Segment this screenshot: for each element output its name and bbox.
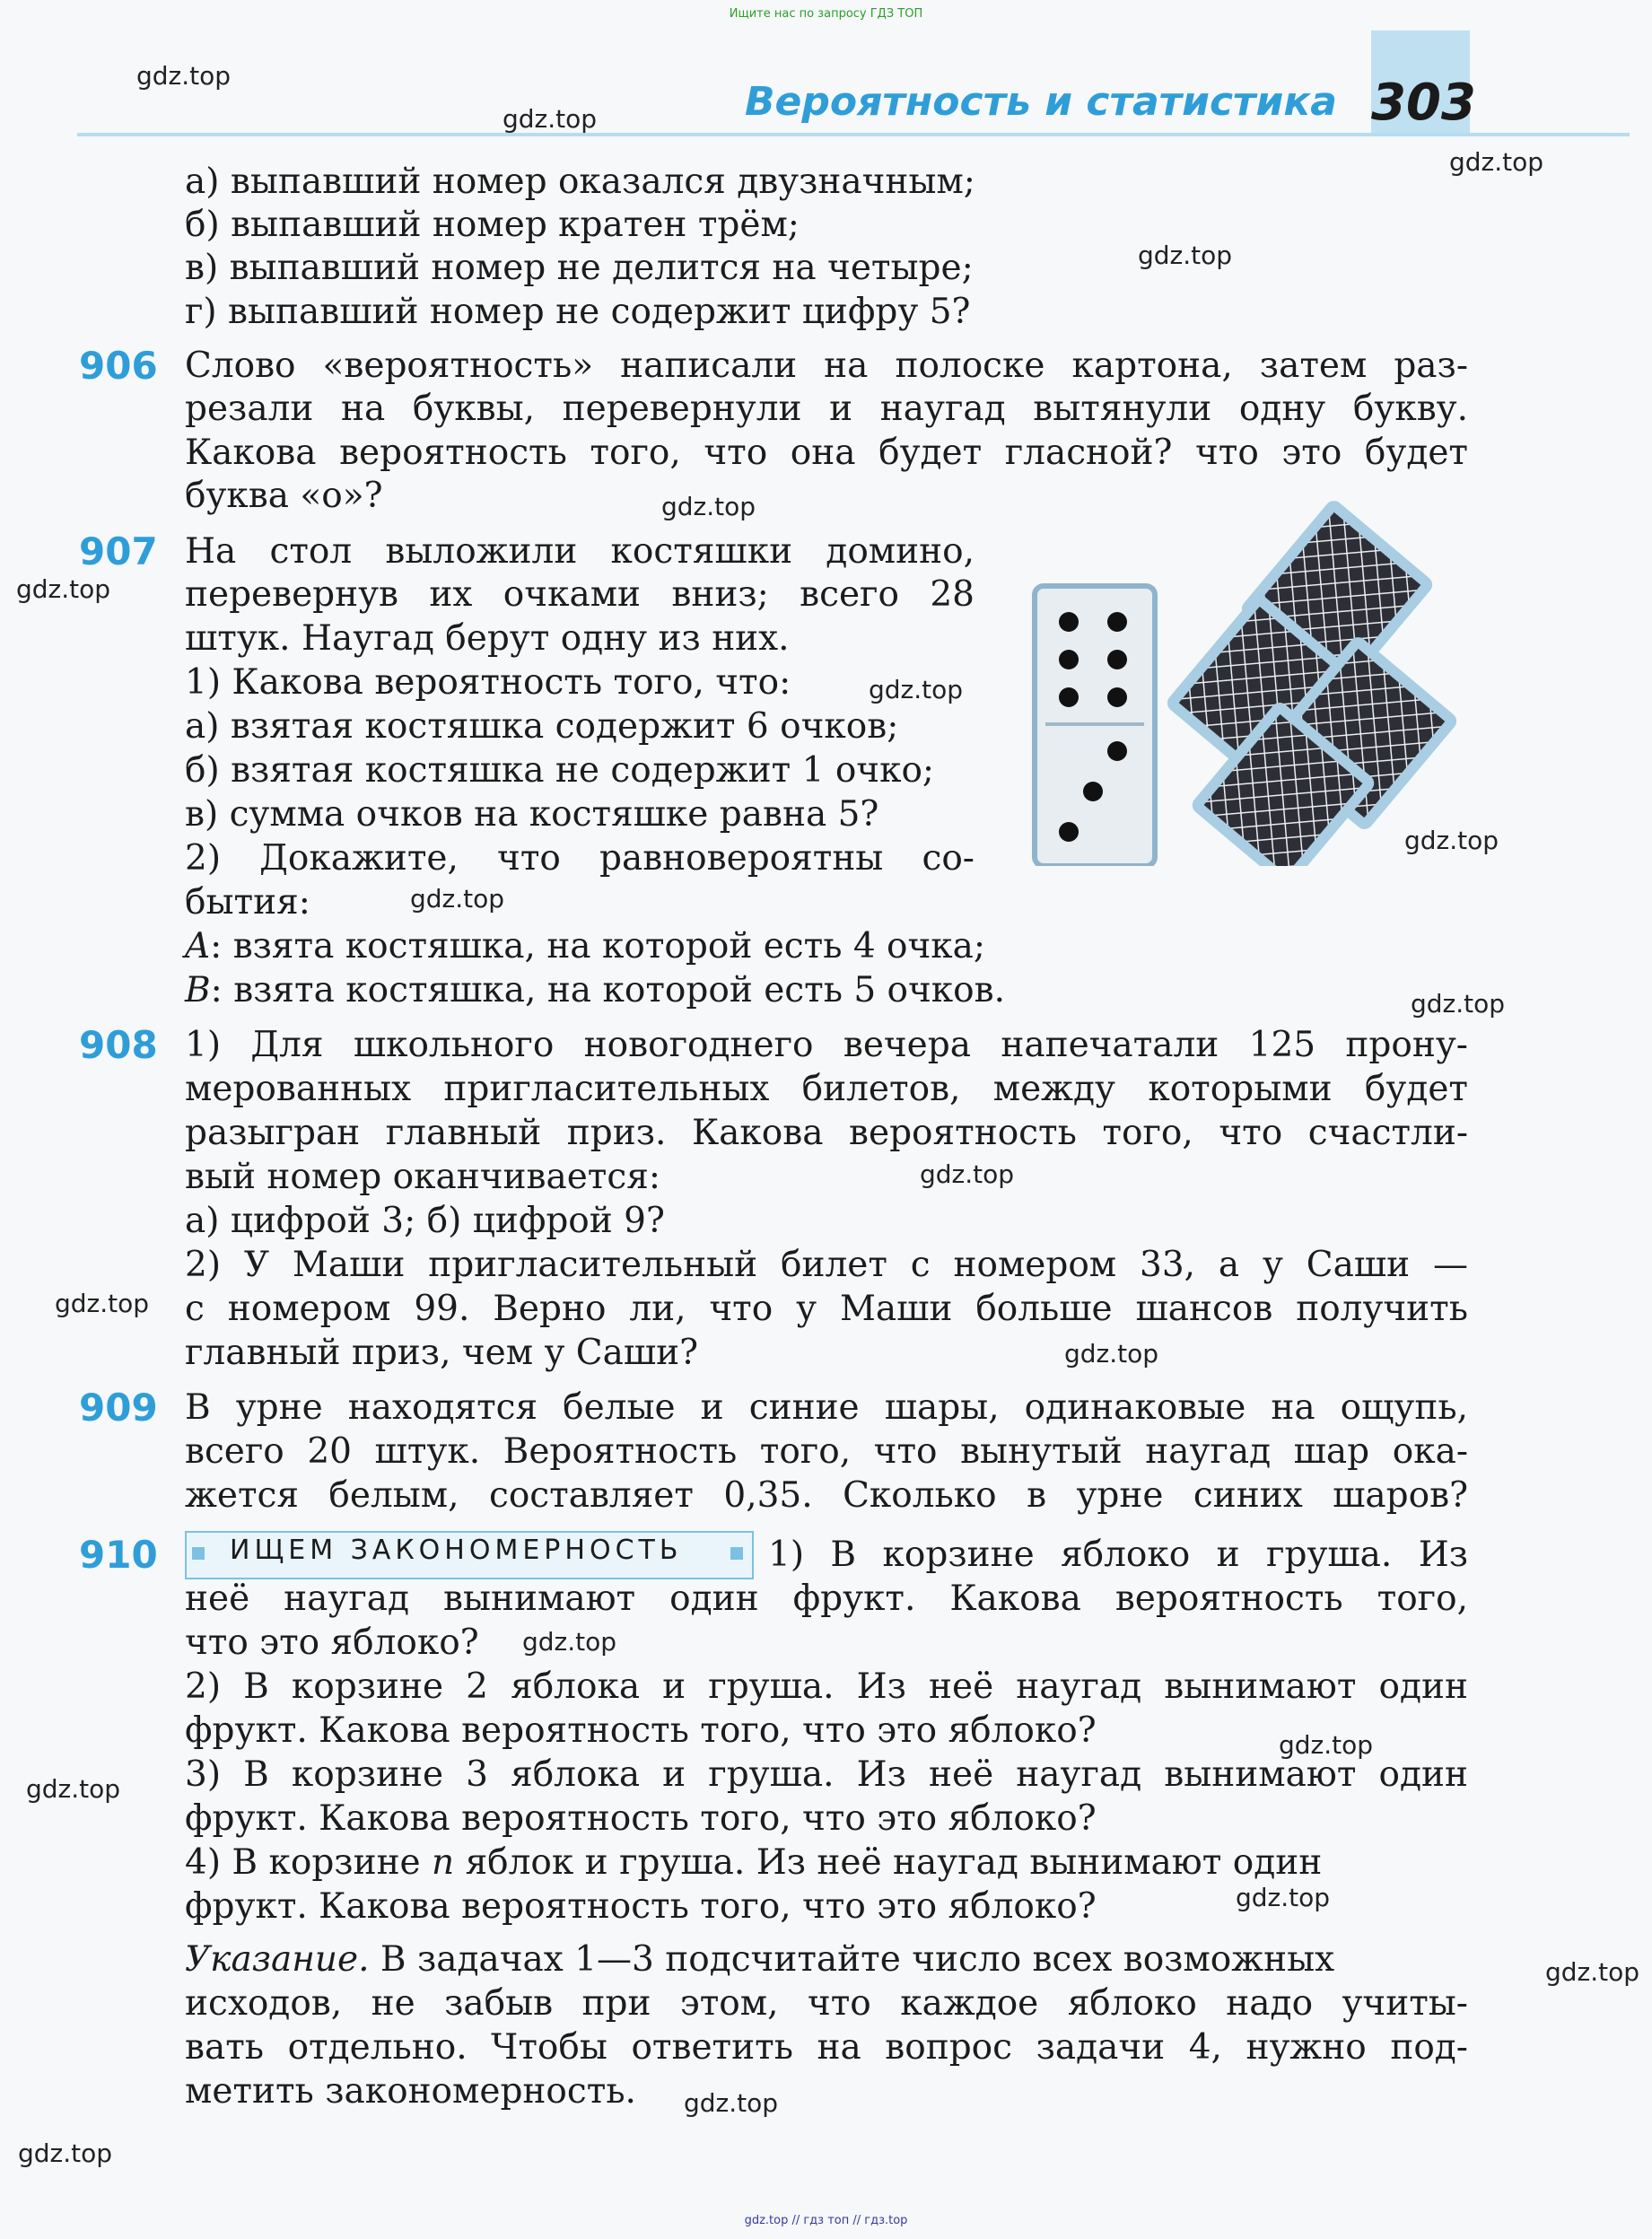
text-line: 1) Для школьного новогоднего вечера напечатали 125 прону- xyxy=(185,1025,1468,1065)
text-line: исходов, не забыв при этом, что каждое яблоко надо учиты- xyxy=(185,1983,1468,2024)
event-b-label: B xyxy=(185,970,211,1010)
section-title: Вероятность и статистика xyxy=(745,79,1337,125)
text-line: главный приз, чем у Саши? xyxy=(185,1333,699,1373)
problem-number-906: 906 xyxy=(79,344,158,388)
text-line: В урне находятся белые и синие шары, одинаковые на ощупь, xyxy=(185,1387,1468,1428)
text-line: с номером 99. Верно ли, что у Маши больше шансов получить xyxy=(185,1289,1468,1329)
text-line: 2) У Маши пригласительный билет с номером 33, а у Саши — xyxy=(185,1245,1468,1285)
domino-illustration xyxy=(1027,489,1476,866)
topic-tag-label: ИЩЕМ ЗАКОНОМЕРНОСТЬ xyxy=(230,1535,683,1566)
text-line: резали на буквы, перевернули и наугад вытянули одну букву. xyxy=(185,389,1468,429)
text-line xyxy=(185,924,1468,968)
variable-n: n xyxy=(432,1842,455,1883)
text-line: в) сумма очков на костяшке равна 5? xyxy=(185,794,879,835)
watermark: gdz.top xyxy=(522,1627,617,1657)
text-line: жется белым, составляет 0,35. Сколько в урне синих шаров? xyxy=(185,1475,1468,1516)
text-line: 1) Какова вероятность того, что: xyxy=(185,662,791,703)
header-rule xyxy=(77,133,1630,136)
text-line: г) выпавший номер не содержит цифру 5? xyxy=(185,292,971,332)
text-line: штук. Наугад берут одну из них. xyxy=(185,618,790,659)
watermark: gdz.top xyxy=(920,1159,1015,1189)
watermark: gdz.top xyxy=(18,2138,113,2168)
watermark: gdz.top xyxy=(55,1289,150,1318)
text-line: мерованных пригласительных билетов, между которыми будет xyxy=(185,1069,1468,1109)
text-fragment: 4) В корзине xyxy=(185,1842,433,1883)
problem-number-908: 908 xyxy=(79,1023,158,1067)
watermark: gdz.top xyxy=(503,104,598,134)
domino-face-up xyxy=(1035,586,1155,866)
text-line: что это яблоко? xyxy=(185,1622,479,1663)
text-line xyxy=(185,1841,1468,1885)
text-line: разыгран главный приз. Какова вероятность того, что счастли- xyxy=(185,1113,1468,1153)
text-line: 2) Докажите, что равновероятны со- xyxy=(185,838,975,879)
text-line: буква «о»? xyxy=(185,476,383,516)
event-a-text: : взята костяшка, на которой есть 4 очка; xyxy=(210,926,986,966)
event-a-label: A xyxy=(185,926,211,966)
watermark: gdz.top xyxy=(1545,1957,1640,1987)
text-line: в) выпавший номер не делится на четыре; xyxy=(185,248,974,288)
text-line xyxy=(185,1937,1468,1981)
watermark: gdz.top xyxy=(1279,1730,1374,1760)
text-line: б) взятая костяшка не содержит 1 очко; xyxy=(185,750,935,791)
text-fragment: яблок и груша. Из неё наугад вынимают один xyxy=(454,1842,1323,1883)
watermark: gdz.top xyxy=(869,675,964,704)
text-line xyxy=(185,968,1468,1012)
tag-marker-right xyxy=(730,1547,743,1560)
text-line: метить закономерность. xyxy=(185,2071,636,2112)
problem-number-907: 907 xyxy=(79,529,158,573)
text-line: всего 20 штук. Вероятность того, что вынутый наугад шар ока- xyxy=(185,1431,1468,1472)
text-line: фрукт. Какова вероятность того, что это яблоко? xyxy=(185,1710,1097,1751)
watermark: gdz.top xyxy=(1236,1883,1331,1912)
text-line: перевернув их очками вниз; всего 28 xyxy=(185,574,975,615)
watermark: gdz.top xyxy=(1064,1339,1159,1369)
text-line: неё наугад вынимают один фрукт. Какова вероятность того, xyxy=(185,1579,1468,1619)
text-line: фрукт. Какова вероятность того, что это яблоко? xyxy=(185,1798,1097,1839)
text-line: 1) В корзине яблоко и груша. Из xyxy=(768,1535,1468,1575)
text-line: Какова вероятность того, что она будет гласной? что это будет xyxy=(185,433,1468,473)
watermark: gdz.top xyxy=(1138,241,1233,270)
watermark: gdz.top xyxy=(661,492,756,521)
text-line: фрукт. Какова вероятность того, что это яблоко? xyxy=(185,1886,1097,1927)
problem-number-909: 909 xyxy=(79,1386,158,1430)
text-line: Слово «вероятность» написали на полоске картона, затем раз- xyxy=(185,345,1468,386)
page-number: 303 xyxy=(1371,74,1476,132)
bottom-note: gdz.top // гдз топ // гдз.top xyxy=(744,2214,908,2227)
watermark: gdz.top xyxy=(1411,989,1506,1019)
text-line: а) выпавший номер оказался двузначным; xyxy=(185,162,975,202)
watermark: gdz.top xyxy=(16,574,111,604)
watermark: gdz.top xyxy=(410,884,505,914)
text-line: а) цифрой 3; б) цифрой 9? xyxy=(185,1201,665,1241)
text-line: На стол выложили костяшки домино, xyxy=(185,531,975,572)
watermark: gdz.top xyxy=(684,2088,779,2118)
watermark: gdz.top xyxy=(1449,147,1544,177)
hint-label: Указание. xyxy=(185,1939,370,1980)
text-line: 2) В корзине 2 яблока и груша. Из неё наугад вынимают один xyxy=(185,1666,1468,1707)
top-note: Ищите нас по запросу ГДЗ ТОП xyxy=(729,7,923,21)
event-b-text: : взята костяшка, на которой есть 5 очков. xyxy=(210,970,1006,1010)
problem-number-910: 910 xyxy=(79,1533,158,1577)
watermark: gdz.top xyxy=(26,1774,121,1804)
text-line: вый номер оканчивается: xyxy=(185,1157,660,1197)
hint-text: В задачах 1—3 подсчитайте число всех возможных xyxy=(369,1939,1335,1980)
tag-marker-left xyxy=(192,1547,205,1560)
watermark: gdz.top xyxy=(136,61,232,91)
text-line: бытия: xyxy=(185,882,310,923)
watermark: gdz.top xyxy=(1404,826,1499,855)
text-line: а) взятая костяшка содержит 6 очков; xyxy=(185,706,899,747)
text-line: вать отдельно. Чтобы ответить на вопрос задачи 4, нужно под- xyxy=(185,2027,1468,2068)
text-line: б) выпавший номер кратен трём; xyxy=(185,205,800,245)
text-line: 3) В корзине 3 яблока и груша. Из неё наугад вынимают один xyxy=(185,1754,1468,1795)
